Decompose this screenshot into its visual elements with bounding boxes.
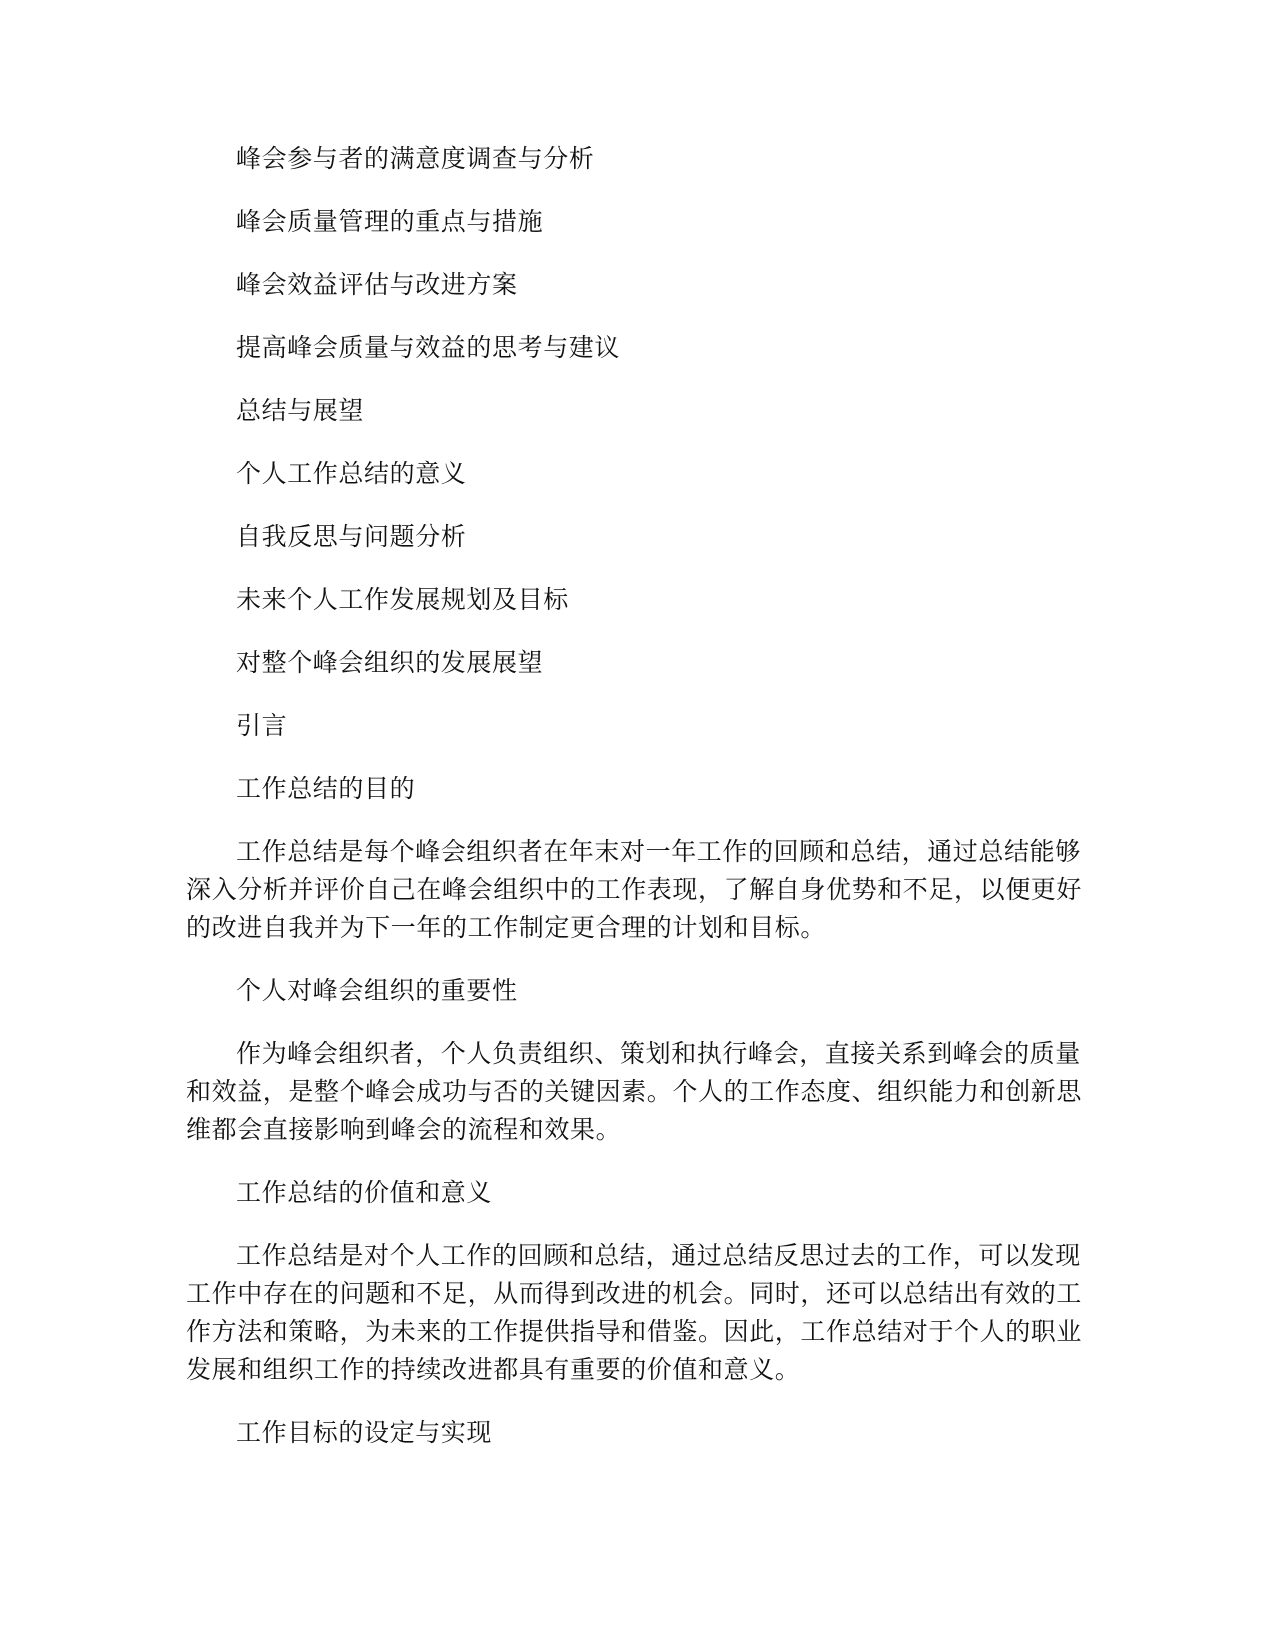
body-paragraph: 作为峰会组织者，个人负责组织、策划和执行峰会，直接关系到峰会的质量和效益，是整个峰会成功与否的关键因素。个人的工作态度、组织能力和创新思维都会直接影响到峰会的流程和效果。 <box>186 1039 1083 1144</box>
section-heading: 峰会质量管理的重点与措施 <box>236 207 544 236</box>
section-heading: 提高峰会质量与效益的思考与建议 <box>236 333 621 362</box>
section-heading: 峰会参与者的满意度调查与分析 <box>236 144 595 173</box>
document-body <box>186 140 1091 1477</box>
section-heading: 工作总结的目的 <box>236 774 416 803</box>
section-heading: 自我反思与问题分析 <box>236 522 467 551</box>
section-heading: 引言 <box>236 711 288 740</box>
section-heading: 个人对峰会组织的重要性 <box>236 976 518 1005</box>
section-heading: 未来个人工作发展规划及目标 <box>236 585 569 614</box>
body-paragraph: 工作总结是对个人工作的回顾和总结，通过总结反思过去的工作，可以发现工作中存在的问题和不足，从而得到改进的机会。同时，还可以总结出有效的工作方法和策略，为未来的工作提供指导和借鉴。因此，工作总结对于个人的职业发展和组织工作的持续改进都具有重要的价值和意义。 <box>186 1241 1083 1384</box>
section-heading: 峰会效益评估与改进方案 <box>236 270 518 299</box>
section-heading: 工作总结的价值和意义 <box>236 1178 493 1207</box>
section-heading: 个人工作总结的意义 <box>236 459 467 488</box>
section-heading: 对整个峰会组织的发展展望 <box>236 648 544 677</box>
body-paragraph: 工作总结是每个峰会组织者在年末对一年工作的回顾和总结，通过总结能够深入分析并评价自己在峰会组织中的工作表现，了解自身优势和不足，以便更好的改进自我并为下一年的工作制定更合理的计划和目标。 <box>186 837 1083 942</box>
section-heading: 工作目标的设定与实现 <box>236 1418 493 1447</box>
section-heading: 总结与展望 <box>236 396 365 425</box>
